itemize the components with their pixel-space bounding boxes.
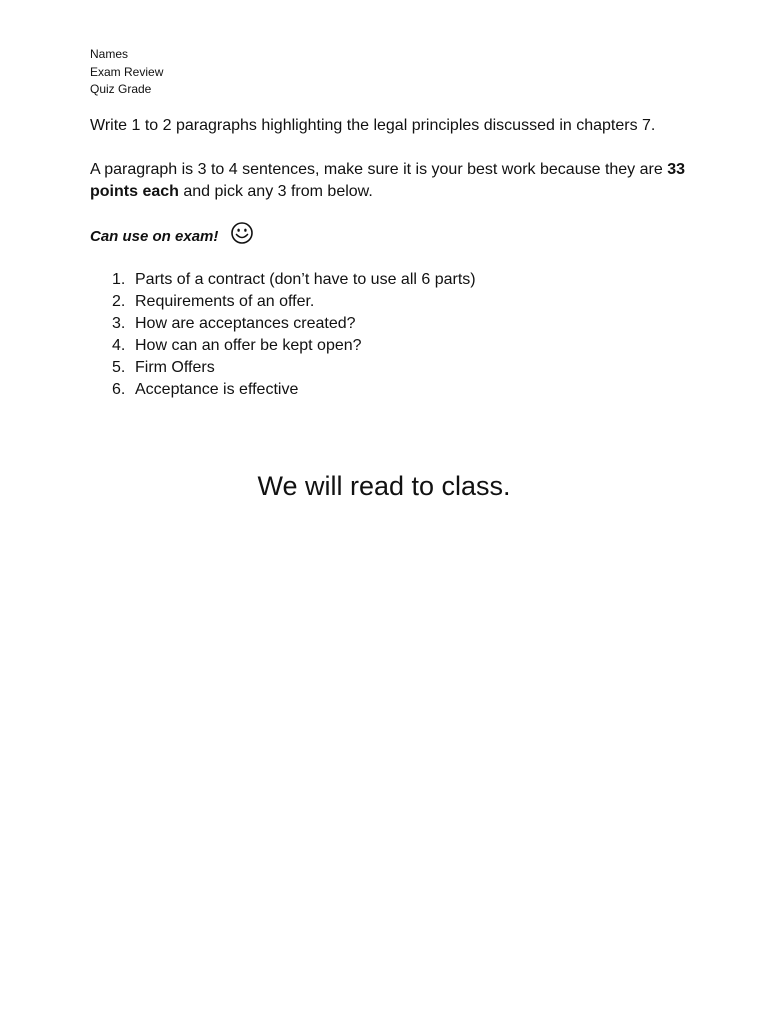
list-item bbox=[90, 313, 690, 335]
list-item-text: How are acceptances created? bbox=[135, 314, 356, 332]
list-item-text: Firm Offers bbox=[135, 358, 215, 376]
list-item-number: 1. bbox=[112, 270, 126, 288]
header-quiz-grade: Quiz Grade bbox=[90, 82, 152, 96]
paragraph-text-end: and pick any 3 from below. bbox=[178, 182, 373, 200]
instruction-text: Write 1 to 2 paragraphs highlighting the legal principles discussed in chapters 7. bbox=[90, 116, 656, 134]
list-item-text: How can an offer be kept open? bbox=[135, 336, 362, 354]
list-item bbox=[90, 335, 690, 357]
header-names: Names bbox=[90, 47, 129, 61]
topics-list bbox=[90, 269, 690, 401]
list-item-number: 5. bbox=[112, 358, 126, 376]
list-item bbox=[90, 291, 690, 313]
list-item-number: 3. bbox=[112, 314, 126, 332]
can-use-note bbox=[90, 225, 690, 249]
paragraph-requirements bbox=[90, 159, 690, 203]
list-item bbox=[90, 357, 690, 379]
document-body bbox=[90, 46, 690, 401]
list-item-text: Parts of a contract (don’t have to use all 6 parts) bbox=[135, 270, 476, 288]
list-item-number: 2. bbox=[112, 292, 126, 310]
points-emphasis: 33 points each bbox=[90, 160, 685, 200]
list-item-number: 6. bbox=[112, 380, 126, 398]
can-use-text: Can use on exam! bbox=[90, 227, 219, 245]
smiley-face-icon bbox=[230, 221, 254, 245]
list-item-text: Requirements of an offer. bbox=[135, 292, 315, 310]
list-item-text: Acceptance is effective bbox=[135, 380, 299, 398]
list-item-number: 4. bbox=[112, 336, 126, 354]
header-exam-review: Exam Review bbox=[90, 64, 164, 79]
closing-statement: We will read to class. bbox=[257, 471, 511, 501]
list-item bbox=[90, 379, 690, 401]
paragraph-text-start: A paragraph is 3 to 4 sentences, make sure it is your best work because they are bbox=[90, 160, 668, 178]
list-item bbox=[90, 269, 690, 291]
